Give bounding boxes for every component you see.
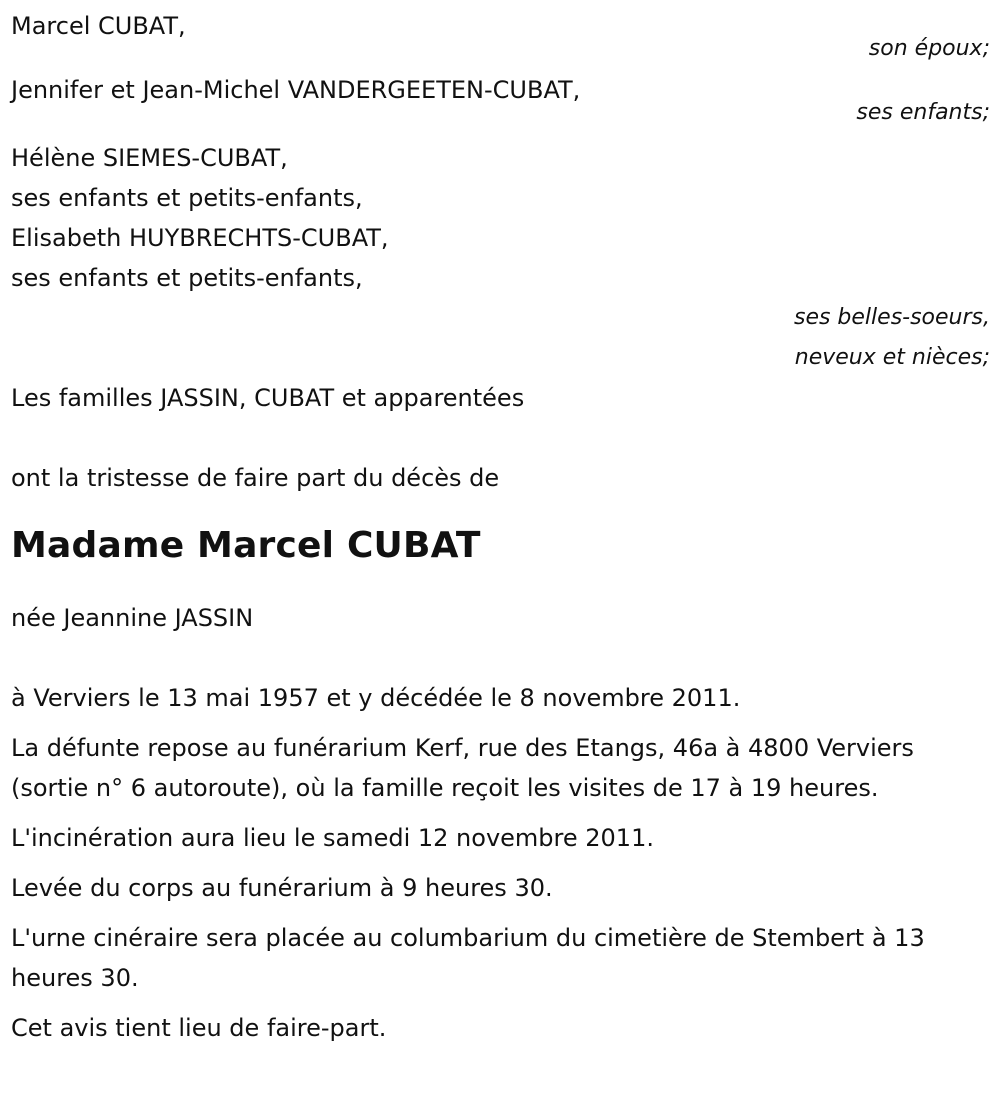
levee-info: Levée du corps au funérarium à 9 heures 30. (11, 874, 553, 902)
sisters-role-line2: neveux et nièces; (794, 345, 990, 370)
life-dates: à Verviers le 13 mai 1957 et y décédée le 8 novembre 2011. (11, 684, 741, 712)
families-line: Les familles JASSIN, CUBAT et apparentées (11, 384, 525, 412)
closing-line: Cet avis tient lieu de faire-part. (11, 1014, 387, 1042)
announcement-line: ont la tristesse de faire part du décès de (11, 464, 500, 492)
spouse-role: son époux; (868, 36, 990, 61)
sisters-role-line1: ses belles-soeurs, (793, 305, 990, 330)
spouse-block (11, 10, 990, 60)
incineration-info: L'incinération aura lieu le samedi 12 novembre 2011. (11, 824, 654, 852)
rest-location: La défunte repose au funérarium Kerf, rue des Etangs, 46a à 4800 Verviers (sortie n° 6 autoroute), où la famille reçoit les visites de 17 à 19 heures. (11, 734, 914, 802)
spouse-name: Marcel CUBAT, (11, 12, 186, 40)
sister1-name: Hélène SIEMES-CUBAT, (11, 144, 288, 172)
children-name: Jennifer et Jean-Michel VANDERGEETEN-CUBAT, (11, 76, 581, 104)
children-role: ses enfants; (856, 100, 990, 125)
children-block (11, 74, 990, 124)
sister2-name: Elisabeth HUYBRECHTS-CUBAT, (11, 224, 389, 252)
birth-name: née Jeannine JASSIN (11, 604, 254, 632)
sister1-family: ses enfants et petits-enfants, (11, 184, 363, 212)
urne-info: L'urne cinéraire sera placée au columbarium du cimetière de Stembert à 13 heures 30. (11, 924, 925, 992)
sister2-family: ses enfants et petits-enfants, (11, 264, 363, 292)
sisters-block (11, 138, 990, 378)
deceased-name: Madame Marcel CUBAT (11, 525, 481, 566)
